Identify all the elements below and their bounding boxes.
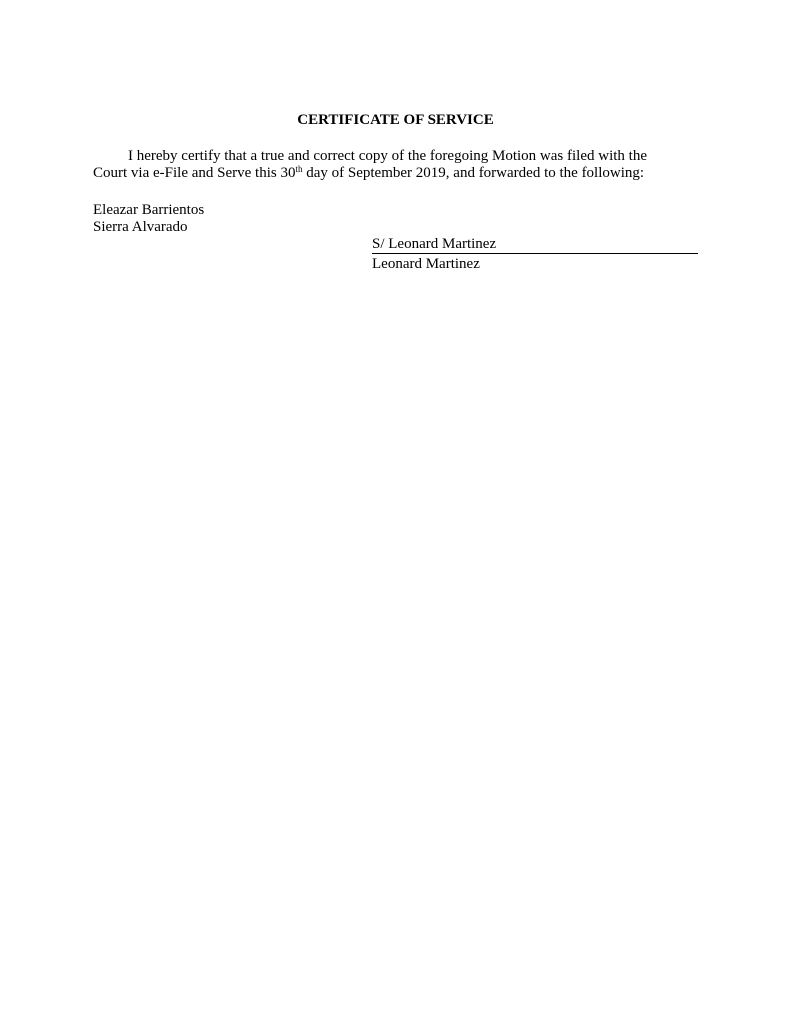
document-title: CERTIFICATE OF SERVICE — [297, 112, 494, 128]
signer-printed-name: Leonard Martinez — [372, 256, 480, 272]
ordinal-suffix: th — [295, 164, 303, 174]
certification-paragraph — [93, 148, 693, 182]
certification-line-2-start: Court via e-File and Serve this 30 — [93, 165, 296, 181]
signature-line: S/ Leonard Martinez — [372, 236, 698, 254]
recipient-name: Sierra Alvarado — [93, 219, 188, 235]
recipient-list — [93, 202, 204, 236]
certification-line-2-end: day of September 2019, and forwarded to the following: — [302, 165, 645, 181]
recipient-name: Eleazar Barrientos — [93, 202, 205, 218]
certification-line-1: I hereby certify that a true and correct copy of the foregoing Motion was filed with the — [128, 148, 647, 164]
